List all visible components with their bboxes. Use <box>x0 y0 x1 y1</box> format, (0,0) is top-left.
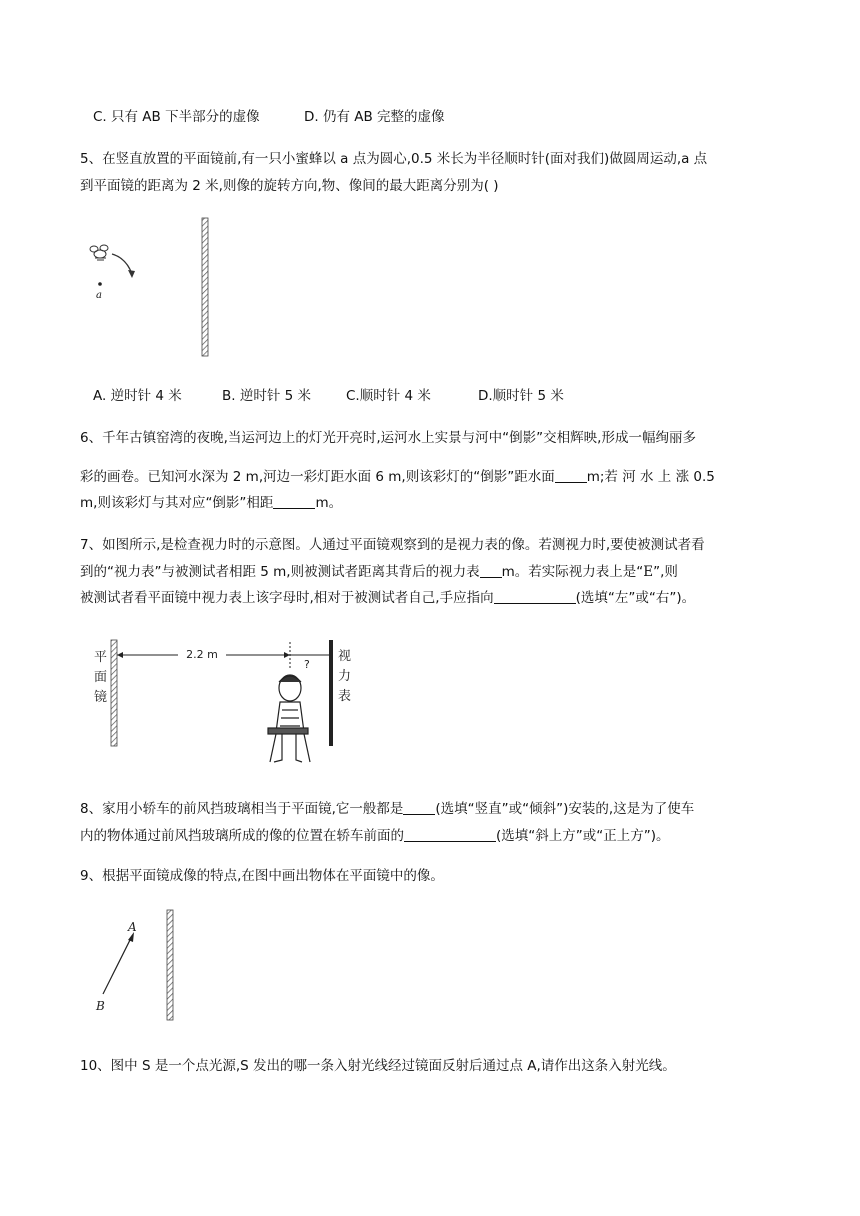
chart-label-2: 力 <box>338 669 352 684</box>
chart-label-1: 视 <box>338 649 352 664</box>
q4-option-c: C. 只有 AB 下半部分的虚像 <box>93 109 260 125</box>
seated-person-icon <box>268 675 310 762</box>
q5-option-b: B. 逆时针 5 米 <box>222 388 312 404</box>
q6-blank-1[interactable] <box>555 468 587 483</box>
q5-option-c: C.顺时针 4 米 <box>346 388 431 404</box>
unknown-distance-label: ? <box>304 658 310 671</box>
q8-text-line1-part2: (选填“竖直”或“倾斜”)安装的,这是为了使车 <box>435 801 695 817</box>
q8-blank-1[interactable] <box>403 800 435 815</box>
q5-figure <box>80 212 230 362</box>
eye-chart <box>329 640 333 746</box>
q7-text-line2 <box>80 562 678 582</box>
q8-text-line2-part1: 内的物体通过前风挡玻璃所成的像的位置在轿车前面的 <box>80 828 404 844</box>
q9-text-line1: 9、根据平面镜成像的特点,在图中画出物体在平面镜中的像。 <box>80 868 444 884</box>
distance-label: 2.2 m <box>186 648 218 661</box>
mirror-label-3: 镜 <box>94 690 108 705</box>
q5-text-line1: 5、在竖直放置的平面镜前,有一只小蜜蜂以 a 点为圆心,0.5 米长为半径顺时针(面对我们)做圆周运动,a 点 <box>80 151 708 167</box>
q7-text-line2-part3: ”,则 <box>653 564 678 580</box>
q8-text-line2 <box>80 826 670 846</box>
q7-blank-2[interactable] <box>494 589 576 604</box>
q6-text-line2-part2: m;若 河 水 上 涨 0.5 <box>586 469 715 485</box>
center-point <box>98 282 102 286</box>
q7-text-line2-part2: m。若实际视力表上是“ <box>501 564 644 580</box>
q7-letter-e: E <box>643 564 654 580</box>
q6-blank-2[interactable] <box>273 494 315 509</box>
q4-option-d: D. 仍有 AB 完整的虚像 <box>304 109 445 125</box>
q7-text-line2-part1: 到的“视力表”与被测试者相距 5 m,则被测试者距离其背后的视力表 <box>80 564 480 580</box>
q6-text-line2-part1: 彩的画卷。已知河水深为 2 m,河边一彩灯距水面 6 m,则该彩灯的“倒影”距水面 <box>80 469 555 485</box>
q7-text-line3-part2: (选填“左”或“右”)。 <box>575 590 696 606</box>
q5-option-a: A. 逆时针 4 米 <box>93 388 182 404</box>
q7-figure <box>82 630 382 775</box>
plane-mirror <box>167 910 173 1020</box>
object-arrow <box>103 936 132 994</box>
q5-text-line2: 到平面镜的距离为 2 米,则像的旋转方向,物、像间的最大距离分别为( ) <box>80 178 499 194</box>
q5-option-d: D.顺时针 5 米 <box>478 388 564 404</box>
q6-text-line3-part1: m,则该彩灯与其对应“倒影”相距 <box>80 495 274 511</box>
plane-mirror <box>202 218 208 356</box>
chart-label-3: 表 <box>338 689 352 704</box>
q8-text-line1 <box>80 799 694 819</box>
q6-text-line2 <box>80 467 715 487</box>
q8-blank-2[interactable] <box>404 827 496 842</box>
q8-text-line1-part1: 8、家用小轿车的前风挡玻璃相当于平面镜,它一般都是 <box>80 801 404 817</box>
plane-mirror <box>111 640 117 746</box>
q7-blank-1[interactable] <box>480 563 502 578</box>
point-b-label: B <box>96 999 105 1013</box>
point-a-label: a <box>96 290 102 301</box>
q7-text-line3-part1: 被测试者看平面镜中视力表上该字母时,相对于被测试者自己,手应指向 <box>80 590 494 606</box>
q9-figure <box>90 906 190 1026</box>
mirror-label-2: 面 <box>94 670 108 685</box>
q8-text-line2-part2: (选填“斜上方”或“正上方”)。 <box>496 828 670 844</box>
q6-text-line3-part2: m。 <box>315 495 343 511</box>
q6-text-line3 <box>80 493 342 513</box>
q7-text-line3 <box>80 588 695 608</box>
q10-text-line1: 10、图中 S 是一个点光源,S 发出的哪一条入射光线经过镜面反射后通过点 A,请作出这条入射光线。 <box>80 1058 676 1074</box>
q6-text-line1: 6、千年古镇窑湾的夜晚,当运河边上的灯光开亮时,运河水上实景与河中“倒影”交相辉映,形成一幅绚丽多 <box>80 430 696 446</box>
q7-text-line1: 7、如图所示,是检查视力时的示意图。人通过平面镜观察到的是视力表的像。若测视力时,要使被测试者看 <box>80 537 705 553</box>
mirror-label-1: 平 <box>94 650 108 665</box>
point-a-label: A <box>128 920 137 934</box>
bee-icon <box>90 245 108 260</box>
